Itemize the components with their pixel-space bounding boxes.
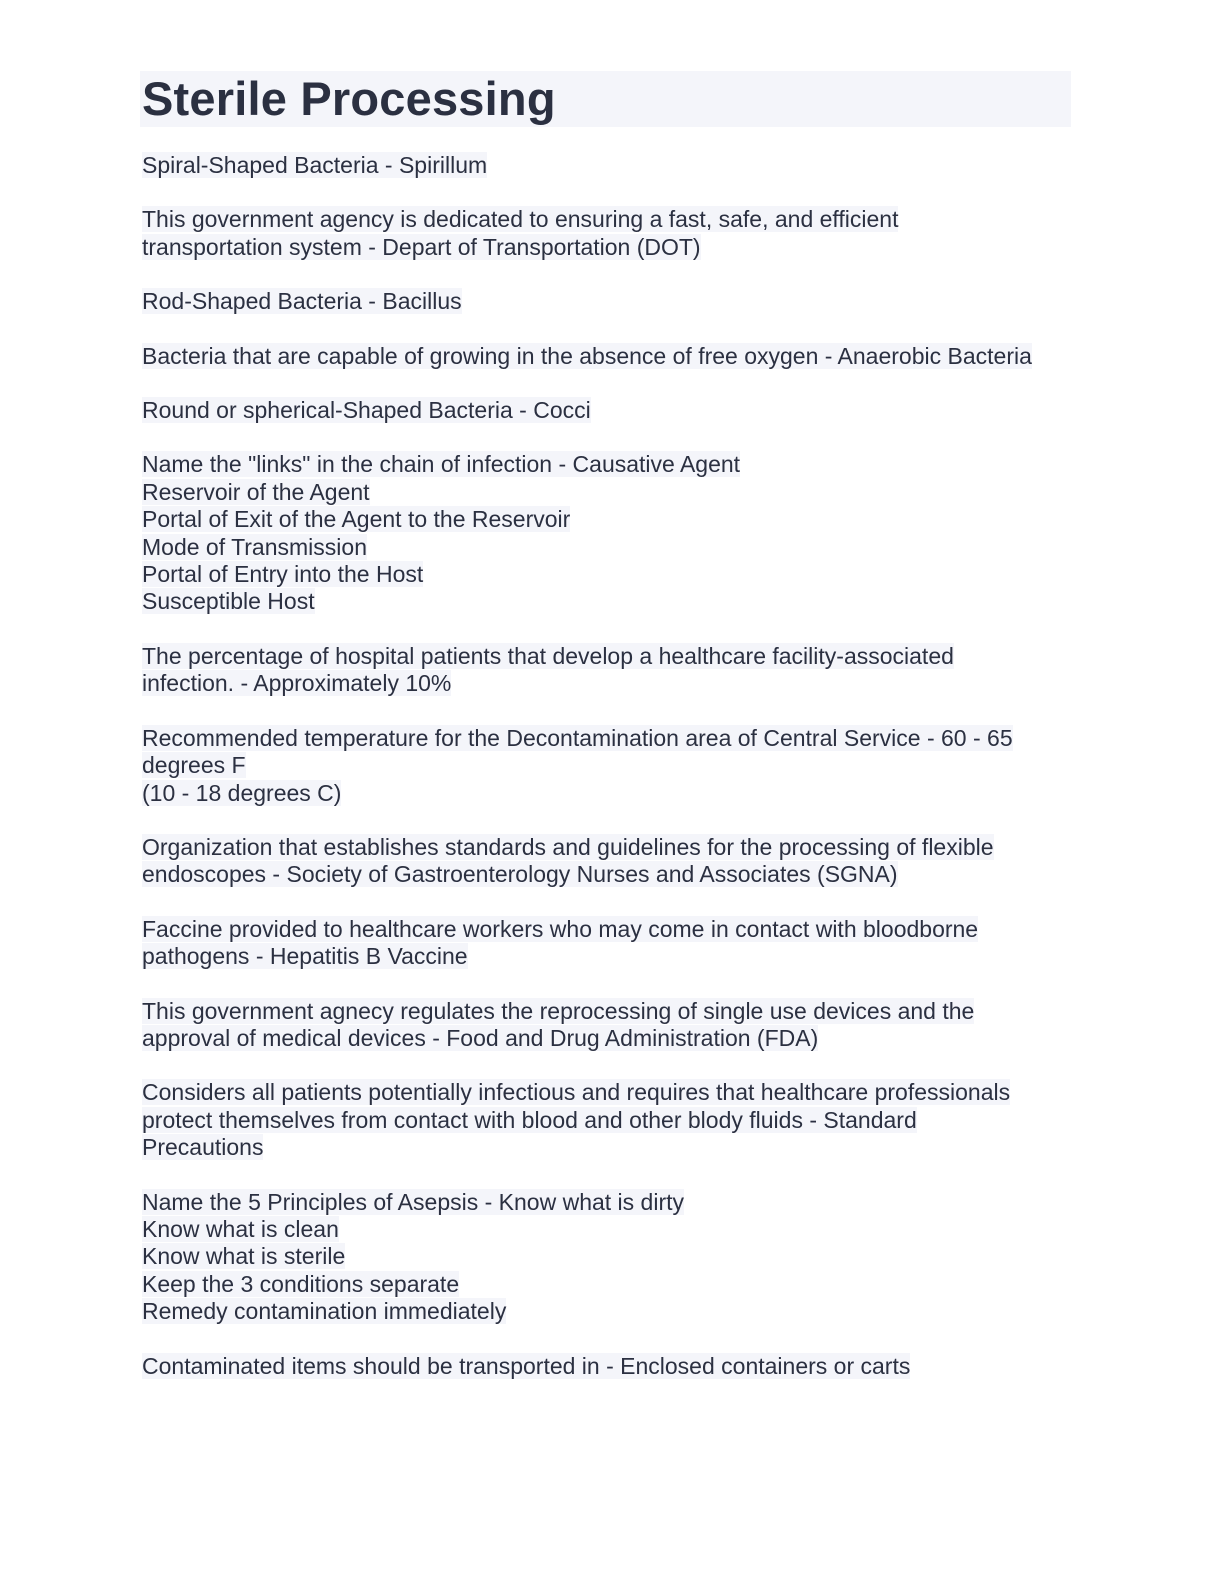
- flashcard-entry: [142, 643, 1074, 698]
- flashcard-line-text: Rod-Shaped Bacteria - Bacillus: [142, 288, 462, 315]
- flashcard-entry: [142, 998, 1074, 1053]
- flashcard-line-text: Know what is sterile: [142, 1243, 346, 1270]
- flashcard-line: [142, 1189, 1074, 1216]
- flashcard-line: [142, 234, 1074, 261]
- flashcard-line-text: protect themselves from contact with blood and other blody fluids - Standard: [142, 1106, 917, 1133]
- flashcard-entry: [142, 834, 1074, 889]
- flashcard-line-text: pathogens - Hepatitis B Vaccine: [142, 943, 468, 970]
- flashcard-line-text: Reservoir of the Agent: [142, 478, 370, 505]
- flashcard-line-text: Mode of Transmission: [142, 533, 367, 560]
- flashcard-line: [142, 1025, 1074, 1052]
- flashcard-line: [142, 1298, 1074, 1325]
- flashcard-line-text: Know what is clean: [142, 1215, 339, 1242]
- flashcard-line-text: Round or spherical-Shaped Bacteria - Cocci: [142, 397, 591, 424]
- flashcard-line: [142, 506, 1074, 533]
- flashcard-line-text: Spiral-Shaped Bacteria - Spirillum: [142, 152, 488, 178]
- flashcard-line: [142, 206, 1074, 233]
- flashcard-line: [142, 1243, 1074, 1270]
- flashcard-line: [142, 1353, 1074, 1380]
- flashcard-line-text: Considers all patients potentially infectious and requires that healthcare professionals: [142, 1079, 1011, 1106]
- flashcard-line-text: Susceptible Host: [142, 588, 315, 615]
- flashcard-line: [142, 780, 1074, 807]
- flashcard-line: [142, 834, 1074, 861]
- flashcard-line-text: (10 - 18 degrees C): [142, 779, 342, 806]
- flashcard-line-text: Portal of Exit of the Agent to the Reservoir: [142, 506, 571, 533]
- flashcard-line: [142, 288, 1074, 315]
- flashcard-entry: [142, 343, 1074, 370]
- title-bar: [140, 71, 1071, 127]
- flashcard-entry: [142, 206, 1074, 261]
- flashcard-line-text: Faccine provided to healthcare workers who may come in contact with bloodborne: [142, 915, 979, 942]
- document-page: [142, 71, 1074, 1407]
- flashcard-line-text: Contaminated items should be transported in - Enclosed containers or carts: [142, 1352, 911, 1379]
- flashcard-line-text: Precautions: [142, 1134, 264, 1161]
- flashcard-line-text: degrees F: [142, 752, 246, 779]
- flashcard-line-text: endoscopes - Society of Gastroenterology Nurses and Associates (SGNA): [142, 861, 898, 888]
- flashcard-line-text: Recommended temperature for the Decontamination area of Central Service - 60 - 65: [142, 724, 1013, 751]
- flashcard-line-text: Organization that establishes standards and guidelines for the processing of flexible: [142, 833, 994, 860]
- flashcard-entry: [142, 152, 1074, 179]
- flashcard-line-text: Keep the 3 conditions separate: [142, 1270, 460, 1297]
- flashcard-entry: [142, 1189, 1074, 1326]
- flashcard-line-text: The percentage of hospital patients that develop a healthcare facility-associated: [142, 642, 954, 669]
- flashcard-line: [142, 1107, 1074, 1134]
- flashcard-entry: [142, 1079, 1074, 1161]
- flashcard-line: [142, 397, 1074, 424]
- flashcard-line-text: approval of medical devices - Food and Drug Administration (FDA): [142, 1024, 819, 1051]
- flashcard-line: [142, 861, 1074, 888]
- flashcard-line: [142, 534, 1074, 561]
- flashcard-line: [142, 725, 1074, 752]
- flashcard-entry: [142, 916, 1074, 971]
- flashcard-line-text: This government agnecy regulates the reprocessing of single use devices and the: [142, 997, 975, 1024]
- flashcard-line: [142, 479, 1074, 506]
- flashcard-line: [142, 943, 1074, 970]
- flashcard-line: [142, 1134, 1074, 1161]
- flashcard-line: [142, 670, 1074, 697]
- flashcard-line-text: Portal of Entry into the Host: [142, 561, 424, 588]
- flashcard-entry: [142, 725, 1074, 807]
- flashcard-list: [142, 152, 1074, 1380]
- flashcard-entry: [142, 288, 1074, 315]
- flashcard-line: [142, 343, 1074, 370]
- flashcard-line-text: Name the "links" in the chain of infection - Causative Agent: [142, 451, 741, 478]
- flashcard-line-text: Name the 5 Principles of Asepsis - Know what is dirty: [142, 1188, 685, 1215]
- flashcard-line: [142, 1216, 1074, 1243]
- flashcard-line-text: This government agency is dedicated to ensuring a fast, safe, and efficient: [142, 206, 899, 233]
- flashcard-line: [142, 451, 1074, 478]
- flashcard-line: [142, 998, 1074, 1025]
- flashcard-line: [142, 1079, 1074, 1106]
- page-title: Sterile Processing: [142, 72, 556, 125]
- flashcard-line-text: infection. - Approximately 10%: [142, 670, 452, 697]
- flashcard-line: [142, 1271, 1074, 1298]
- flashcard-line: [142, 916, 1074, 943]
- flashcard-line: [142, 588, 1074, 615]
- flashcard-line-text: transportation system - Depart of Transportation (DOT): [142, 233, 701, 260]
- flashcard-line: [142, 643, 1074, 670]
- flashcard-entry: [142, 397, 1074, 424]
- flashcard-line: [142, 752, 1074, 779]
- flashcard-entry: [142, 451, 1074, 615]
- flashcard-entry: [142, 1353, 1074, 1380]
- flashcard-line-text: Remedy contamination immediately: [142, 1298, 507, 1325]
- flashcard-line-text: Bacteria that are capable of growing in the absence of free oxygen - Anaerobic Bacteria: [142, 342, 1032, 369]
- flashcard-line: [142, 152, 1074, 179]
- flashcard-line: [142, 561, 1074, 588]
